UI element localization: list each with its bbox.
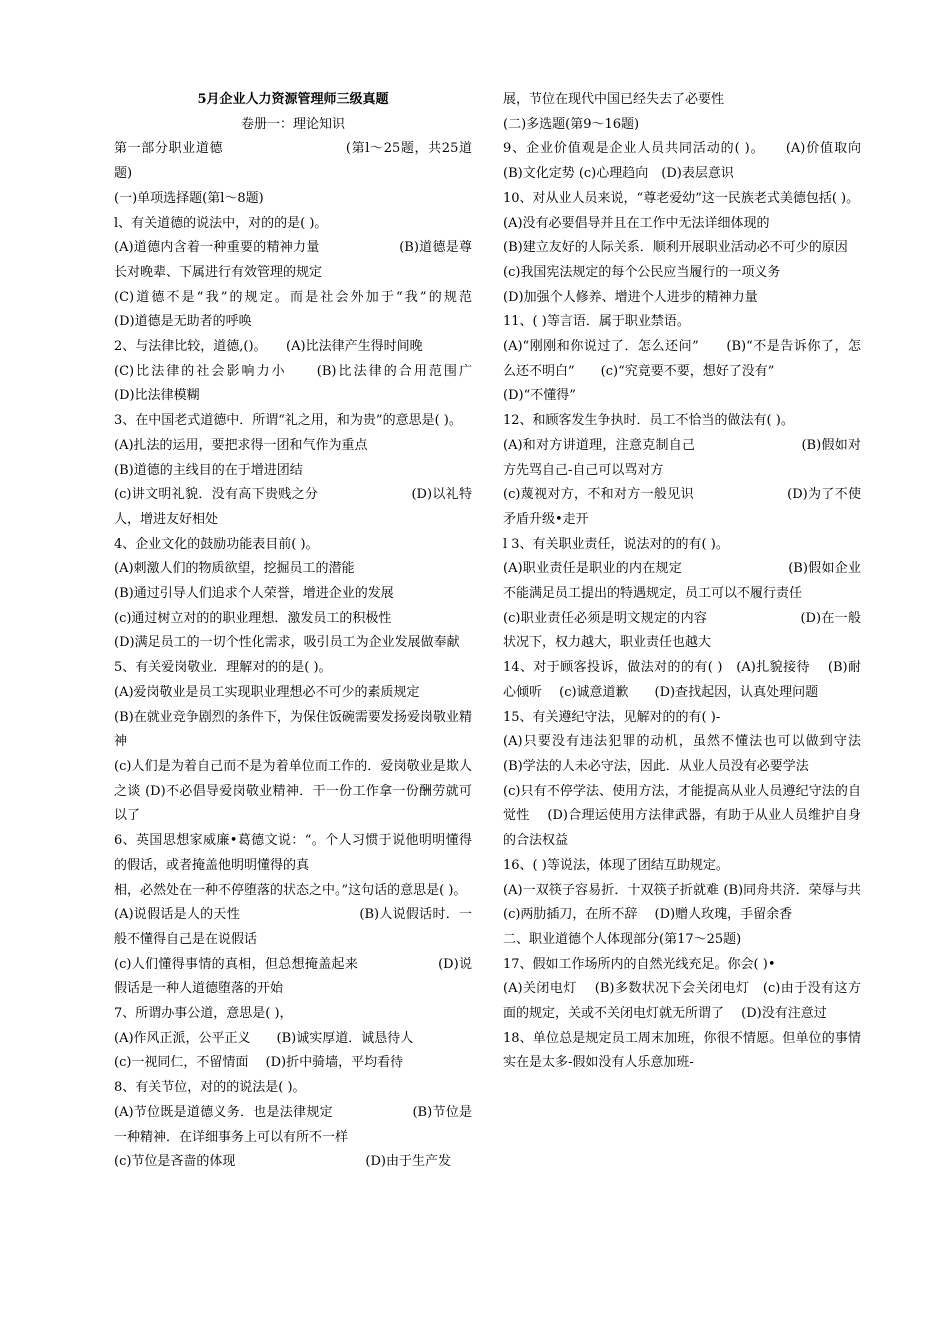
- left-paragraph: 6、英国思想家威廉•葛德文说：“。个人习惯于说他明明懂得的假话，或者掩盖他明明懂得的真: [114, 833, 472, 873]
- right-paragraph: (二)多选题(第9～16题): [503, 116, 640, 132]
- left-paragraph: 卷册一：理论知识: [240, 116, 345, 132]
- left-paragraph: (A)扎法的运用，要把求得一团和气作为重点: [114, 437, 368, 453]
- right-paragraph: 10、对从业人员来说，“尊老爱幼”这一民族老式美德包括( )。: [503, 190, 860, 206]
- left-paragraph: (A)说假话是人的天性 (B)人说假话时．一般不懂得自己是在说假话: [114, 907, 472, 947]
- right-paragraph: (A)一双筷子容易折．十双筷子折就难 (B)同舟共济．荣辱与共 (c)两肋插刀，在所不辞 (D)赠人玫瑰，手留余香: [503, 882, 879, 923]
- left-paragraph: (c)讲文明礼貌．没有高下贵贱之分 (D)以礼特人，增进友好相处: [114, 487, 472, 527]
- left-paragraph: 5、有关爱岗敬业．理解对的的是( )。: [114, 660, 332, 676]
- right-paragraph: (c)我国宪法规定的每个公民应当履行的一项义务: [503, 264, 781, 280]
- right-paragraph: 12、和顾客发生争执时．员工不恰当的做法有( )。: [503, 413, 794, 429]
- left-paragraph: 2、与法律比较，道德,()。 (A)比法律产生得时间晚: [114, 339, 423, 355]
- left-paragraph: (B)在就业竞争剧烈的条件下，为保住饭碗需要发扬爱岗敬业精神: [114, 709, 472, 750]
- left-paragraph: 5月企业人力资源管理师三级真题: [197, 92, 389, 107]
- left-paragraph: (C)比法律的社会影响力小 (B)比法律的合用范围广 (D)比法律模糊: [114, 363, 499, 404]
- left-paragraph: (A)刺激人们的物质欲望，挖掘员工的潜能: [114, 561, 355, 577]
- right-paragraph: 18、单位总是规定员工周末加班，你很不情愿。但单位的事情实在是太多-假如没有人乐意加班-: [503, 1030, 861, 1071]
- left-paragraph: 相，必然处在一种不停堕落的状态之中。”这句话的意思是( )。: [114, 882, 467, 898]
- left-paragraph: (一)单项选择题(第l～8题): [114, 190, 264, 206]
- left-paragraph: 4、企业文化的鼓励功能表目前( )。: [114, 536, 319, 552]
- left-paragraph: (A)作风正派，公平正义 (B)诚实厚道．诚恳待人: [114, 1030, 414, 1046]
- left-paragraph: 8、有关节位，对的的说法是( )。: [114, 1080, 306, 1096]
- left-paragraph: (B)道德的主线目的在于增进团结: [114, 462, 303, 478]
- right-paragraph: (A)“刚刚和你说过了．怎么还问” (B)“不是告诉你了，怎么还不明白” (c)“究竟要不要，想好了没有”: [503, 339, 861, 379]
- left-column: [114, 88, 512, 1175]
- right-paragraph: (B)建立友好的人际关系．顺利开展职业活动必不可少的原因: [503, 240, 848, 256]
- right-paragraph: 9、企业价值观是企业人员共同活动的( )。 (A)价值取向 (B)文化定势 (c)心理趋向 (D)表层意识: [503, 141, 861, 182]
- left-paragraph: (c)节位是吝啬的体现 (D)由于生产发: [114, 1154, 451, 1170]
- right-paragraph: 11、( )等言语．属于职业禁语。: [503, 314, 690, 330]
- left-paragraph: (A)节位既是道德义务．也是法律规定 (B)节位是一种精神．在详细事务上可以有所不一样: [114, 1104, 472, 1145]
- left-paragraph: 7、所谓办事公道，意思是( )，: [114, 1006, 293, 1022]
- right-paragraph: (c)只有不停学法、使用方法，才能提高从业人员遵纪守法的自觉性 (D)合理运使用方法律武器，有助于从业人员维护自身的合法权益: [503, 783, 861, 849]
- right-paragraph: 15、有关遵纪守法，见解对的的有( )-: [503, 709, 721, 725]
- left-paragraph: (B)通过引导人们追求个人荣誉，增进企业的发展: [114, 586, 394, 602]
- left-paragraph: (D)满足员工的一切个性化需求，吸引员工为企业发展做奉献: [114, 635, 460, 651]
- right-paragraph: l 3、有关职业责任，说法对的的有( )。: [503, 536, 729, 552]
- right-column: [503, 88, 888, 1076]
- right-paragraph: (A)关闭电灯 (B)多数状况下会关闭电灯 (c)由于没有这方面的规定，关或不关闭电灯就无所谓了 (D)没有注意过: [503, 981, 861, 1022]
- right-paragraph: (A)只要没有违法犯罪的动机，虽然不懂法也可以做到守法 (B)学法的人未必守法，因此．从业人员没有必要学法: [503, 734, 888, 774]
- left-paragraph: (A)道德内含着一种重要的精神力量 (B)道德是尊长对晚辈、下属进行有效管理的规定: [114, 240, 472, 280]
- left-paragraph: (c)人们懂得事情的真相，但总想掩盖起来 (D)说假话是一种人道德堕落的开始: [114, 956, 472, 997]
- right-paragraph: (D)加强个人修养、增进个人进步的精神力量: [503, 289, 758, 305]
- right-paragraph: 二、职业道德个人体现部分(第17～25题): [503, 931, 742, 947]
- right-paragraph: 16、( )等说法，体现了团结互助规定。: [503, 857, 729, 873]
- left-paragraph: (C)道德不是“我”的规定。而是社会外加于“我”的规范 (D)道德是无助者的呼唤: [114, 289, 512, 330]
- right-paragraph: (A)职业责任是职业的内在规定 (B)假如企业不能满足员工提出的特遇规定，员工可以不履行责任: [503, 561, 861, 602]
- right-paragraph: 17、假如工作场所内的自然光线充足。你会( )•: [503, 956, 776, 972]
- left-paragraph: (c)通过树立对的的职业理想．激发员工的积极性: [114, 610, 392, 626]
- left-paragraph: (c)人们是为着自己而不是为着单位而工作的．爱岗敬业是欺人之谈 (D)不必倡导爱岗敬业精神．干一份工作拿一份酬劳就可以了: [114, 758, 472, 824]
- right-paragraph: (D)“不懂得”: [503, 388, 576, 404]
- right-paragraph: (c)职业责任必须是明文规定的内容 (D)在一般状况下，权力越大，职业责任也越大: [503, 610, 861, 651]
- right-paragraph: (A)没有必要倡导并且在工作中无法详细体现的: [503, 215, 770, 231]
- left-paragraph: (A)爱岗敬业是员工实现职业理想必不可少的素质规定: [114, 684, 420, 700]
- left-paragraph: 第一部分职业道德 (第l～25题，共25道题): [114, 141, 472, 182]
- right-paragraph: (c)蔑视对方，不和对方一般见识 (D)为了不使矛盾升级•走开: [503, 487, 861, 527]
- left-paragraph: l、有关道德的说法中，对的的是( )。: [114, 215, 328, 231]
- left-paragraph: (c)一视同仁，不留情面 (D)折中骑墙，平均看待: [114, 1055, 404, 1071]
- right-paragraph: (A)和对方讲道理，注意克制自己 (B)假如对方先骂自己-自己可以骂对方: [503, 437, 861, 478]
- right-paragraph: 14、对于顾客投诉，做法对的的有( ) (A)扎貌接待 (B)耐心倾听 (c)诚意道歉 (D)查找起因，认真处理问题: [503, 660, 861, 700]
- left-paragraph: 3、在中国老式道德中．所谓“礼之用，和为贵”的意思是( )。: [114, 413, 462, 429]
- right-paragraph: 展，节位在现代中国已经失去了必要性: [503, 92, 725, 107]
